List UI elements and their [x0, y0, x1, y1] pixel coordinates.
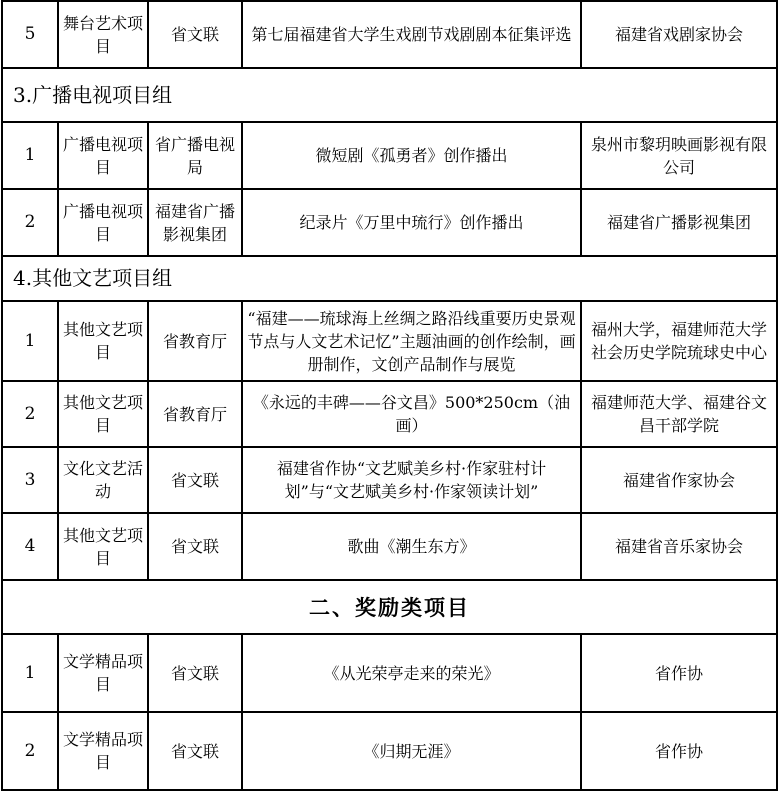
project-cell: 福建省作协“文艺赋美乡村·作家驻村计划”与“文艺赋美乡村·作家领读计划”: [242, 447, 581, 513]
org-cell: 福建省作家协会: [581, 447, 777, 513]
category-cell: 文学精品项目: [58, 712, 148, 790]
category-cell: 其他文艺项目: [58, 301, 148, 381]
category-cell: 其他文艺项目: [58, 381, 148, 447]
org-cell: 省作协: [581, 634, 777, 712]
applicant-cell: 省文联: [148, 712, 242, 790]
applicant-cell: 福建省广播影视集团: [148, 189, 242, 256]
table-row: [2, 712, 777, 790]
project-cell: 《归期无涯》: [242, 712, 581, 790]
applicant-cell: 省教育厅: [148, 381, 242, 447]
applicant-cell: 省文联: [148, 513, 242, 580]
table-row: [2, 301, 777, 381]
applicant-cell: 省文联: [148, 1, 242, 68]
row-number: 2: [2, 712, 58, 790]
org-cell: 省作协: [581, 712, 777, 790]
org-cell: 福建省戏剧家协会: [581, 1, 777, 68]
project-cell: 歌曲《潮生东方》: [242, 513, 581, 580]
group-row: [2, 68, 777, 122]
org-cell: 福州大学，福建师范大学社会历史学院琉球史中心: [581, 301, 777, 381]
category-cell: 文化文艺活动: [58, 447, 148, 513]
applicant-cell: 省教育厅: [148, 301, 242, 381]
category-cell: 广播电视项目: [58, 122, 148, 189]
org-cell: 泉州市黎玥映画影视有限公司: [581, 122, 777, 189]
category-cell: 舞台艺术项目: [58, 1, 148, 68]
table-row: [2, 381, 777, 447]
project-cell: 微短剧《孤勇者》创作播出: [242, 122, 581, 189]
table-row: [2, 122, 777, 189]
org-cell: 福建省音乐家协会: [581, 513, 777, 580]
applicant-cell: 省文联: [148, 634, 242, 712]
row-number: 3: [2, 447, 58, 513]
applicant-cell: 省文联: [148, 447, 242, 513]
table-row: [2, 189, 777, 256]
project-cell: 纪录片《万里中琉行》创作播出: [242, 189, 581, 256]
row-number: 2: [2, 189, 58, 256]
project-table: [1, 0, 778, 791]
project-cell: 第七届福建省大学生戏剧节戏剧剧本征集评选: [242, 1, 581, 68]
project-cell: 《永远的丰碑——谷文昌》500*250cm（油画）: [242, 381, 581, 447]
table-row: [2, 1, 777, 68]
project-cell: 《从光荣亭走来的荣光》: [242, 634, 581, 712]
table-row: [2, 634, 777, 712]
row-number: 1: [2, 122, 58, 189]
category-cell: 其他文艺项目: [58, 513, 148, 580]
row-number: 1: [2, 301, 58, 381]
table-row: [2, 447, 777, 513]
section-heading: 二、奖励类项目: [2, 580, 777, 634]
group-title: 3.广播电视项目组: [2, 68, 777, 122]
row-number: 2: [2, 381, 58, 447]
project-cell: “福建——琉球海上丝绸之路沿线重要历史景观节点与人文艺术记忆”主题油画的创作绘制，画册制作，文创产品制作与展览: [242, 301, 581, 381]
org-cell: 福建省广播影视集团: [581, 189, 777, 256]
row-number: 1: [2, 634, 58, 712]
group-title: 4.其他文艺项目组: [2, 256, 777, 301]
section-heading-row: [2, 580, 777, 634]
org-cell: 福建师范大学、福建谷文昌干部学院: [581, 381, 777, 447]
category-cell: 文学精品项目: [58, 634, 148, 712]
row-number: 4: [2, 513, 58, 580]
category-cell: 广播电视项目: [58, 189, 148, 256]
group-row: [2, 256, 777, 301]
applicant-cell: 省广播电视局: [148, 122, 242, 189]
table-row: [2, 513, 777, 580]
row-number: 5: [2, 1, 58, 68]
